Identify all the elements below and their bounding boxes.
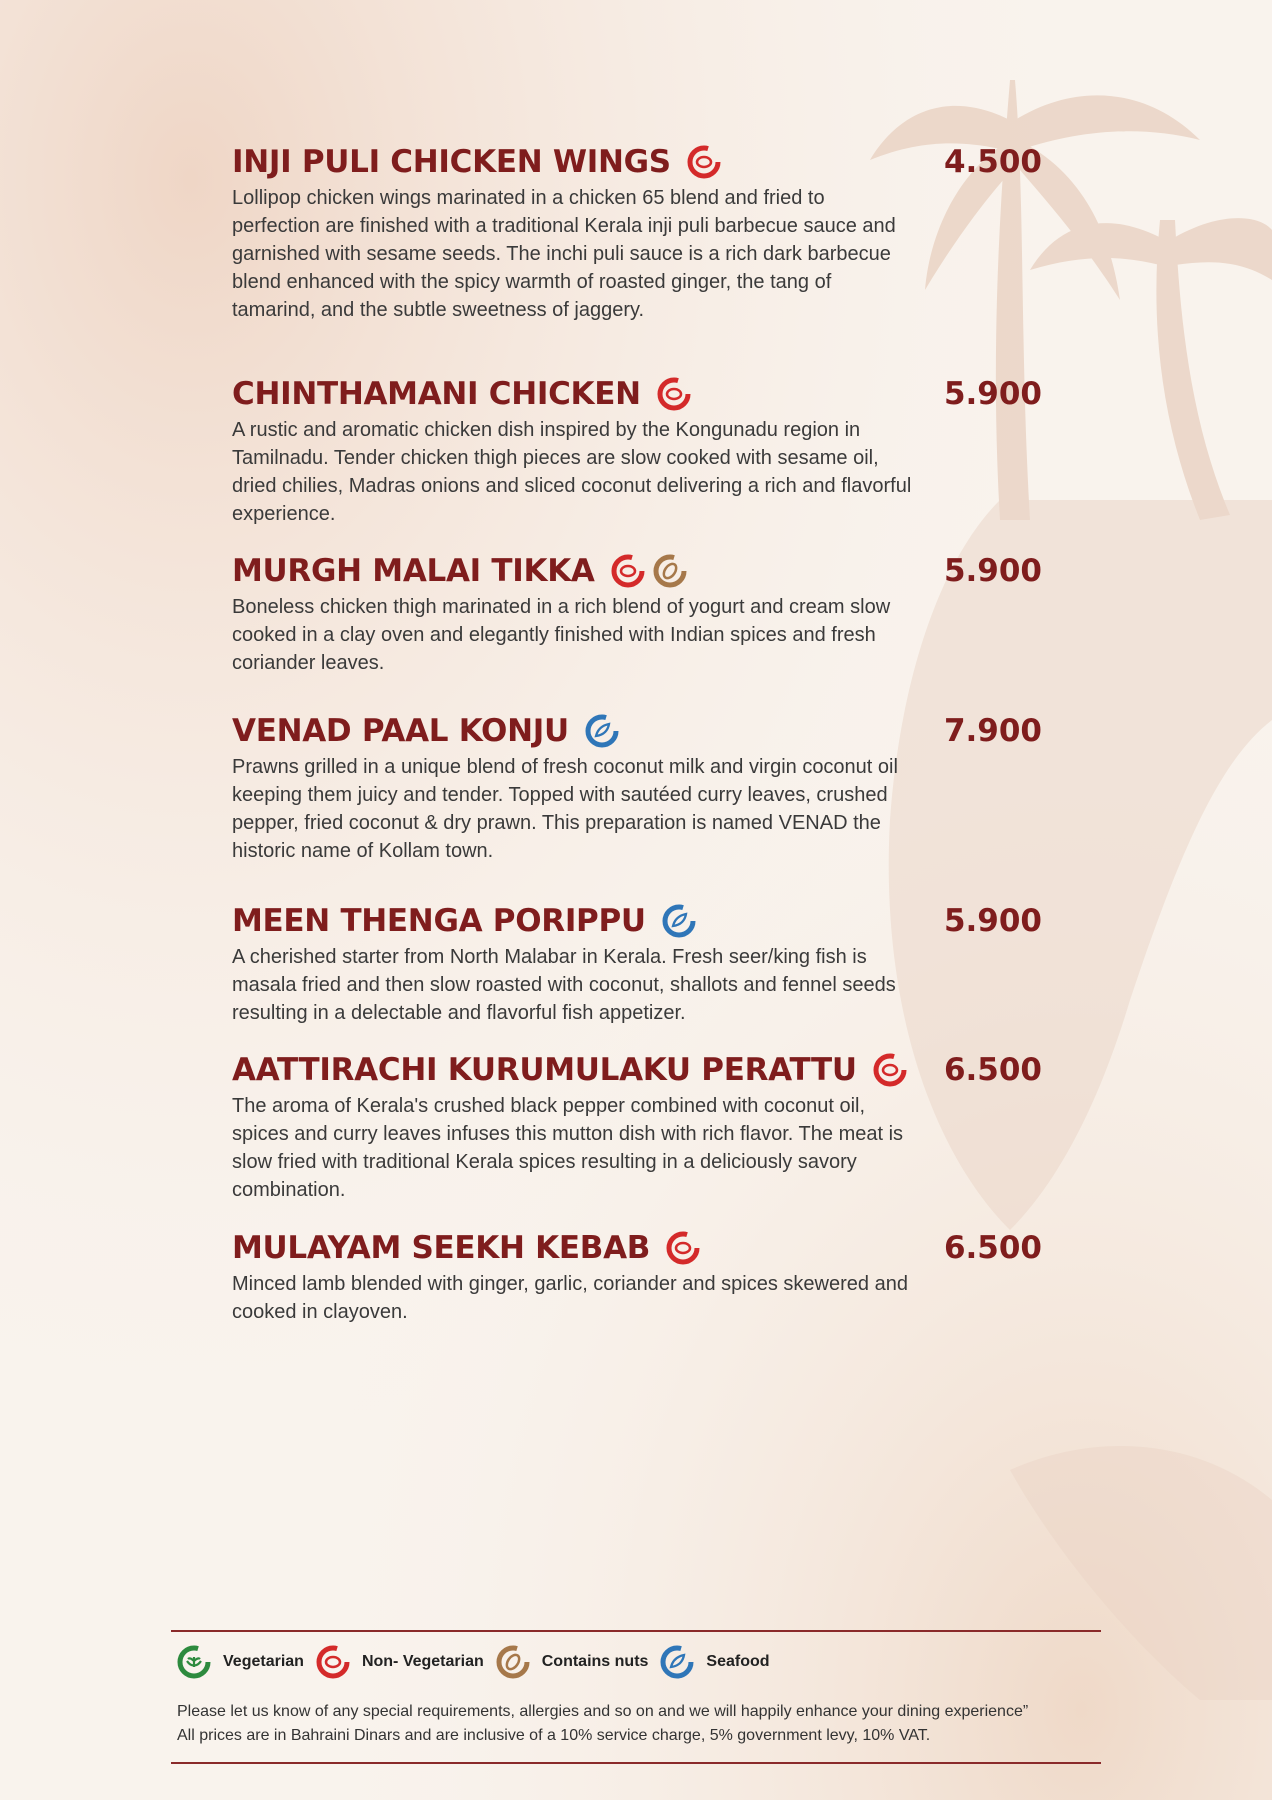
dish-description: A cherished starter from North Malabar in Kerala. Fresh seer/king fish is masala fried and then slow roasted with coconut, shallots and fennel seeds resulting in a delectable and flavorful fish appetizer. [232, 946, 896, 1024]
dish-price: 6.500 [943, 1230, 1042, 1266]
menu-item [232, 140, 1042, 324]
dish-price: 5.900 [943, 903, 1042, 939]
legend-item-non-vegetarian [316, 1645, 484, 1679]
dish-name: INJI PULI CHICKEN WINGS [232, 144, 671, 180]
non-veg-icon [657, 377, 691, 411]
menu-item [232, 899, 1042, 1027]
legend-footer [171, 1630, 1101, 1764]
menu-item [232, 372, 1042, 528]
dish-description: Boneless chicken thigh marinated in a rich blend of yogurt and cream slow cooked in a clay oven and elegantly finished with Indian spices and fresh coriander leaves. [232, 596, 891, 674]
legend-label: Seafood [706, 1653, 770, 1670]
dish-price: 7.900 [943, 713, 1042, 749]
menu-item [232, 709, 1042, 865]
dish-description: A rustic and aromatic chicken dish inspired by the Kongunadu region in Tamilnadu. Tender chicken thigh pieces are slow cooked with sesame oil, dried chilies, Madras onions and sliced coconut delivering a rich and flavorful experience. [232, 419, 912, 525]
non-veg-icon [873, 1053, 907, 1087]
non-veg-icon [666, 1231, 700, 1265]
legend-label: Contains nuts [541, 1653, 649, 1670]
vegetarian-icon [177, 1645, 211, 1679]
dish-price: 5.900 [943, 376, 1042, 412]
dish-price: 6.500 [943, 1052, 1042, 1088]
seafood-icon [662, 904, 696, 938]
dish-name: VENAD PAAL KONJU [232, 713, 569, 749]
legend-item-seafood [660, 1645, 769, 1679]
dish-name: MEEN THENGA PORIPPU [232, 903, 646, 939]
dish-price: 4.500 [943, 144, 1042, 180]
menu-item [232, 1048, 1042, 1204]
dish-description: Minced lamb blended with ginger, garlic, coriander and spices skewered and cooked in clayoven. [232, 1273, 908, 1323]
dish-description: Lollipop chicken wings marinated in a chicken 65 blend and fried to perfection are finished with a traditional Kerala inji puli barbecue sauce and garnished with sesame seeds. The inchi puli sauce is a rich dark barbecue blend enhanced with the spicy warmth of roasted ginger, the tang of tamarind, and the subtle sweetness of jaggery. [232, 187, 896, 321]
dish-name: MULAYAM SEEKH KEBAB [232, 1230, 651, 1266]
legend-item-contains-nuts [496, 1645, 649, 1679]
dish-description: The aroma of Kerala's crushed black pepper combined with coconut oil, spices and curry leaves infuses this mutton dish with rich flavor. The meat is slow fried with traditional Kerala spices resulting in a deliciously savory combination. [232, 1095, 904, 1201]
non-veg-icon [687, 145, 721, 179]
notes [171, 1692, 1101, 1762]
non-veg-icon [611, 554, 645, 588]
dish-name: AATTIRACHI KURUMULAKU PERATTU [232, 1052, 857, 1088]
dish-description: Prawns grilled in a unique blend of fresh coconut milk and virgin coconut oil keeping them juicy and tender. Topped with sautéed curry leaves, crushed pepper, fried coconut & dry prawn. This preparation is named VENAD the historic name of Kollam town. [232, 756, 898, 862]
legend-item-vegetarian [177, 1645, 304, 1679]
non-veg-icon [316, 1645, 350, 1679]
note-prices: All prices are in Bahraini Dinars and are inclusive of a 10% service charge, 5% government levy, 10% VAT. [177, 1727, 931, 1744]
note-requirements: Please let us know of any special requirements, allergies and so on and we will happily enhance your dining experience” [177, 1703, 1029, 1720]
dish-name: CHINTHAMANI CHICKEN [232, 376, 641, 412]
divider [171, 1762, 1101, 1764]
nuts-icon [653, 554, 687, 588]
legend-label: Vegetarian [223, 1653, 304, 1670]
dish-price: 5.900 [943, 553, 1042, 589]
seafood-icon [585, 714, 619, 748]
menu-item [232, 549, 1042, 677]
nuts-icon [496, 1645, 530, 1679]
menu-item [232, 1226, 1042, 1326]
legend-label: Non- Vegetarian [361, 1653, 484, 1670]
legend-row [171, 1632, 1101, 1692]
seafood-icon [660, 1645, 694, 1679]
dish-name: MURGH MALAI TIKKA [232, 553, 595, 589]
